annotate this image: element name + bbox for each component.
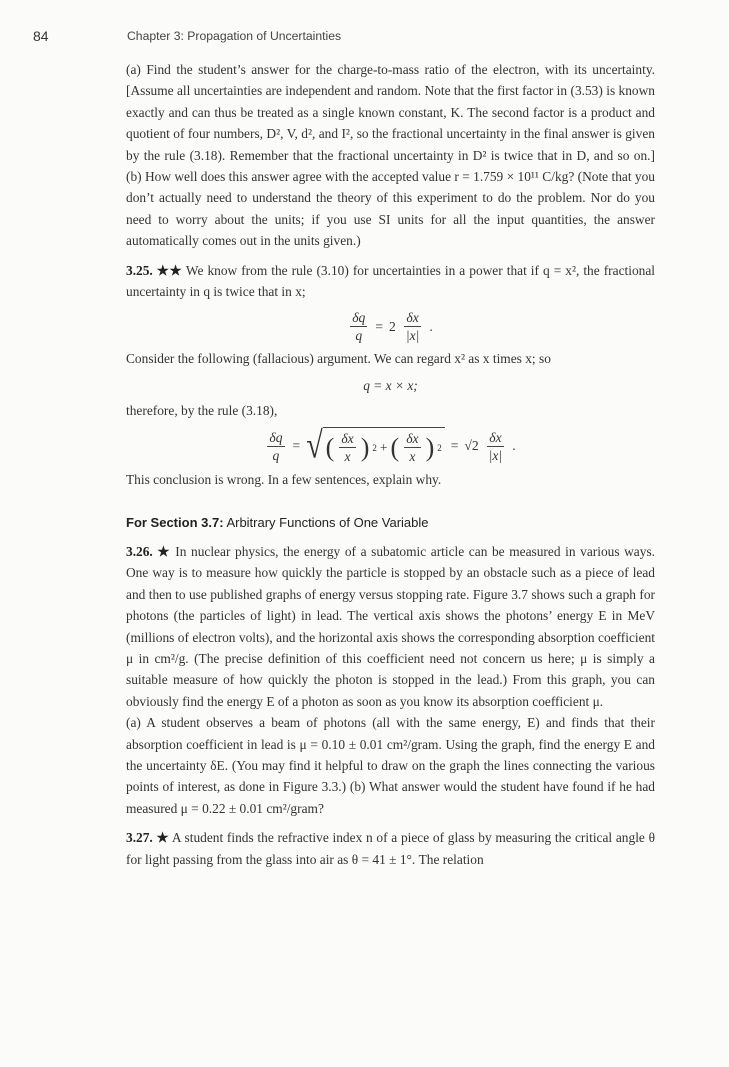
eq-num: δq [352,310,366,326]
problem-text: A student finds the refractive index n of a piece of glass by measuring the critical angle θ for light passing from the glass into air as θ = 41 ± 1°. The relation [126,830,655,867]
eq-root-two: √2 [464,438,479,454]
eq-num: δq [269,429,283,445]
page-header [33,28,669,48]
problem-3-26 [126,541,655,712]
page-number: 84 [33,28,49,44]
problem-3-26-parts: (a) A student observes a beam of photons (all with the same energy, E) and finds that their absorption coefficient in lead is μ = 0.10 ± 0.01 cm²/gram. Using the graph, find the energy E and the uncertainty δE. (You may find it helpful to draw on the graph the lines connecting the various points of interest, as done in Figure 3.3.) (b) What answer would the student have found if he had measured μ = 0.22 ± 0.01 cm²/gram? [126,715,655,816]
eq-sign: = [450,438,459,454]
eq-num: δx [341,431,354,447]
eq-den: |x| [405,328,420,344]
problem-text: In nuclear physics, the energy of a subatomic article can be measured in various ways. One way is to measure how quickly the particle is stopped by an obstacle such as a piece of lead and then to use published graphs of energy versus stopping rate. Figure 3.7 shows such a graph for photons (the particles of light) in lead. The vertical axis shows the photons’ energy E in MeV (millions of electron volts), and the horizontal axis shows the corresponding absorption coefficient μ in cm²/g. (The precise definition of this coefficient need not concern us here; μ is simply a suitable measure of how quickly the photon is stopped in the lead.) From this graph, you can obviously find the energy E of a photon as soon as you know its absorption coefficient μ. [126,544,656,709]
problem-3-25-therefore: therefore, by the rule (3.18), [126,403,278,419]
section-heading [126,512,655,533]
problem-3-27 [126,827,655,870]
problem-3-25-conclusion: This conclusion is wrong. In a few sentences, explain why. [126,472,442,488]
eq-period: . [512,438,516,454]
eq-num: δx [489,429,502,445]
problem-3-24-continuation: (a) Find the student’s answer for the charge-to-mass ratio of the electron, with its uncertainty. [Assume all uncertainties are independent and random. Note that the first factor in (3.53) is known exactly and can thus be treated as a single known constant, K. The second factor is a product and quotient of four numbers, D², V, d², and I², so the fractional uncertainty in the final answer is given by the rule (3.18). Remember that the fractional uncertainty in D² is twice that in D, and so on.] (b) How well does this answer agree with the accepted value r = 1.759 × 10¹¹ C/kg? (Note that you don’t actually need to understand the theory of this experiment to do the problem. Nor do you need to worry about the units; if you use SI units for all the input quantities, the answer automatically comes out in the units given.) [126,62,655,249]
eq-den: q [355,328,363,344]
eq-coefficient: 2 [389,319,396,335]
problem-number: 3.26. ★ [126,544,171,559]
eq-num: δx [406,431,419,447]
problem-text: We know from the rule (3.10) for uncertainties in a power that if q = x², the fractional uncertainty in q is twice that in x; [126,262,656,300]
eq-den: q [272,447,280,463]
eq-period: . [429,319,433,335]
section-title: Arbitrary Functions of One Variable [226,514,429,530]
eq-den: |x| [488,447,503,463]
section-label: For Section 3.7: [126,514,224,530]
square-root: √ ( $\frac{\delta x}{x}$ ) 2 + ( $\frac{\delta x}{x}$ ) 2 [306,427,445,465]
equation-fallacious [126,424,655,467]
page-body [126,59,655,870]
problem-number: 3.25. ★★ [126,262,183,278]
equation-power-rule [126,307,655,344]
problem-3-25-intro [126,260,655,303]
running-head: Chapter 3: Propagation of Uncertainties [127,29,342,43]
eq-sign: = [292,438,301,454]
eq-plus: + [379,439,388,455]
eq-sign: = [375,319,384,335]
equation-product: q = x × x; [363,377,418,393]
eq-num: δx [406,310,419,326]
eq-den: x [409,449,416,465]
eq-den: x [344,449,351,465]
problem-number: 3.27. ★ [126,830,169,846]
problem-3-25-argument: Consider the following (fallacious) argument. We can regard x² as x times x; so [126,351,551,367]
